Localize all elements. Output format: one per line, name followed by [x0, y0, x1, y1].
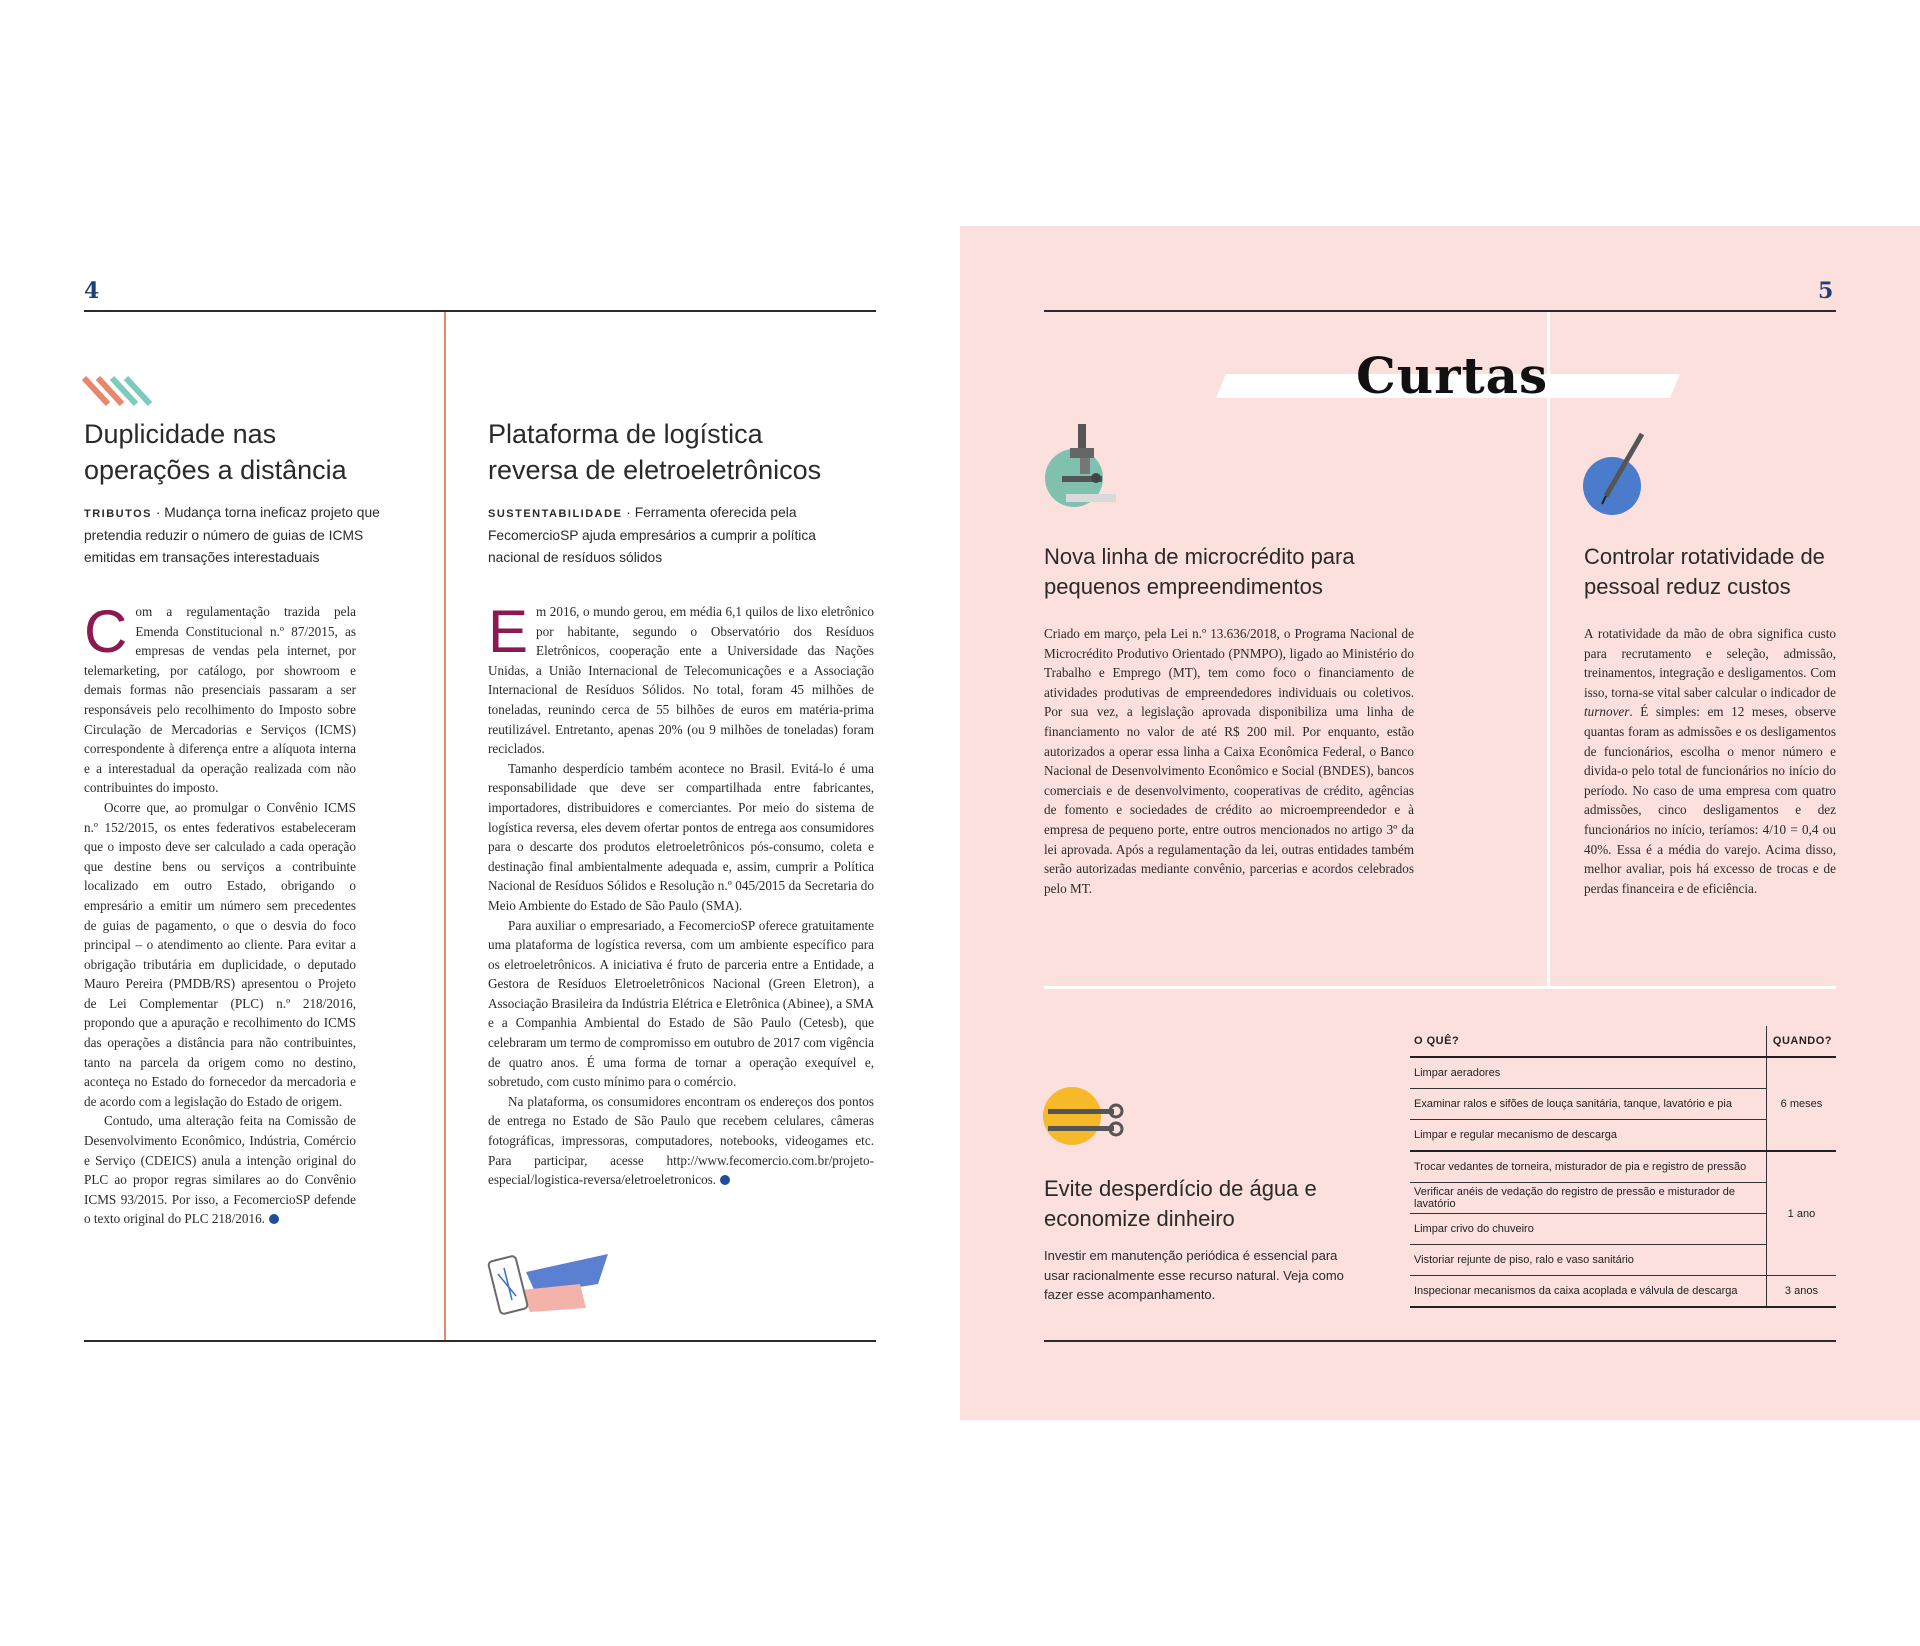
paragraph: Criado em março, pela Lei n.º 13.636/2018, o Programa Nacional de Microcrédito Produtivo Orientado (PNMPO), ligado ao Ministério do Trabalho e Emprego (MT), tem como foco o financiamento de atividades produtivas de empreendedores individuais ou coletivos. Por sua vez, a legislação aprovada disponibiliza uma linha de financiamento no valor de até R$ 200 mil. Por enquanto, estão autorizados a operar essa linha a Caixa Econômica Federal, o Banco Nacional de Desenvolvimento Econômico e Social (BNDES), bancos comerciais e de desenvolvimento, cooperativas de crédito, agências de fomento e sociedades de crédito ao microempreendedor e à empresa de pequeno porte, entre outros mencionados no artigo 3º da lei aprovada. Após a regulamentação da lei, outras entidades também serão autorizadas mediante convênio, parcerias e acordos celebrados pelo MT.: [1044, 626, 1414, 896]
table-header-when: QUANDO?: [1766, 1026, 1836, 1057]
white-divider-vertical: [1547, 312, 1550, 988]
article-plataforma: [488, 416, 868, 569]
drop-cap: C: [84, 598, 128, 665]
paragraph: [84, 1111, 356, 1229]
end-mark-icon: [269, 1214, 279, 1224]
page-number-right: 5: [1818, 278, 1834, 304]
news-item-agua: [1044, 1174, 1344, 1305]
table-cell-when: 3 anos: [1766, 1276, 1836, 1308]
table-cell: Limpar aeradores: [1410, 1057, 1766, 1089]
table-cell: Verificar anéis de vedação do registro de pressão e misturador de lavatório: [1410, 1183, 1766, 1214]
table-cell: Examinar ralos e sifões de louça sanitária, tanque, lavatório e pia: [1410, 1089, 1766, 1120]
news-item-microcredito: [1044, 542, 1424, 602]
table-cell: Inspecionar mecanismos da caixa acoplada e válvula de descarga: [1410, 1276, 1766, 1308]
table-header-what: O QUÊ?: [1410, 1026, 1766, 1057]
item-body: [1044, 624, 1414, 898]
turnover-term: turnover: [1584, 704, 1630, 720]
bottom-rule-right: [1044, 1340, 1836, 1342]
table-cell: Limpar crivo do chuveiro: [1410, 1214, 1766, 1245]
paragraph-text: A rotatividade da mão de obra significa custo para recrutamento e seleção, admissão, treinamentos, integração e desligamentos. Com isso, torna-se vital saber calcular o indicador de: [1584, 626, 1836, 700]
article-dek-text: Ferramenta oferecida pela FecomercioSP ajuda empresários a cumprir a política nacional de resíduos sólidos: [488, 505, 816, 565]
table-row: [1410, 1057, 1836, 1089]
article-headline: Duplicidade nas operações a distância: [84, 419, 347, 485]
section-title: Curtas: [1356, 346, 1549, 405]
table-cell: Trocar vedantes de torneira, misturador de pia e registro de pressão: [1410, 1151, 1766, 1183]
maintenance-table: [1410, 1026, 1836, 1308]
table-cell-when: 1 ano: [1766, 1151, 1836, 1276]
microscope-icon: [1040, 420, 1120, 510]
table-cell-when: 6 meses: [1766, 1057, 1836, 1151]
paragraph: Para auxiliar o empresariado, a FecomercioSP oferece gratuitamente uma plataforma de logística reversa, com um ambiente específico para os eletroeletrônicos. A iniciativa é fruto de parceria entre a Entidade, a Gestora de Resíduos Eletroeletrônicos Nacional (Green Eletron), a Associação Brasileira da Indústria Elétrica e Eletrônica (Abinee), a SMA e a Companhia Ambiental do Estado de São Paulo (Cetesb), que celebraram um termo de compromisso em outubro de 2017 com vigência de quatro anos. É uma forma de tornar a operação exequível e, sobretudo, com custo mínimo para o comércio.: [488, 917, 874, 1090]
article-dek-text: Mudança torna ineficaz projeto que pretendia reduzir o número de guias de ICMS emitidas em transações interestaduais: [84, 505, 380, 565]
item-body: [1584, 624, 1836, 898]
paragraph: [1584, 624, 1836, 898]
article-dek: TRIBUTOS · Mudança torna ineficaz projeto que pretendia reduzir o número de guias de ICMS emitidas em transações interestaduais: [84, 505, 380, 565]
table-row: [1410, 1276, 1836, 1308]
column-divider: [444, 312, 446, 1340]
article-kicker: TRIBUTOS: [84, 508, 153, 520]
drop-cap: E: [488, 598, 529, 665]
table-cell: Vistoriar rejunte de piso, ralo e vaso sanitário: [1410, 1245, 1766, 1276]
item-headline: Nova linha de microcrédito para pequenos empreendimentos: [1044, 544, 1355, 599]
article-dek: SUSTENTABILIDADE · Ferramenta oferecida pela FecomercioSP ajuda empresários a cumprir a política nacional de resíduos sólidos: [488, 505, 816, 565]
paragraph: Tamanho desperdício também acontece no Brasil. Evitá-lo é uma responsabilidade que deve ser compartilhada entre fabricantes, importadores, distribuidores e comerciantes. Por meio do sistema de logística reversa, eles devem ofertar pontos de entrega aos consumidores para o descarte dos produtos eletroeletrônicos pós-consumo, coleta e destinação final ambientalmente adequada e, assim, cumprir a Política Nacional de Resíduos Sólidos e Resolução n.º 045/2015 da Secretaria do Meio Ambiente do Estado de São Paulo (SMA).: [488, 760, 874, 913]
paragraph: om a regulamentação trazida pela Emenda Constitucional n.º 87/2015, as empresas de vendas pela internet, por telemarketing, por catálogo, por showroom e demais formas não presenciais passaram a ser responsáveis pelo recolhimento do Imposto sobre Circulação de Mercadorias e Serviços (ICMS) correspondente à diferença entre a alíquota interna e a interestadual da operação realizada com não contribuintes do imposto.: [84, 604, 356, 796]
paragraph-text: . É simples: em 12 meses, observe quantas foram as admissões e os desligamentos de funcionários, escolha o menor número e divida-o pelo total de funcionários no início do período. No caso de uma empresa com quatro admissões, cinco desligamentos e dez funcionários no início, teríamos: 4/10 = 0,4 ou 40%. Essa é a média do varejo. Acima disso, melhor avaliar, pois há excesso de trocas e de perdas financeira e de eficiência.: [1584, 704, 1836, 896]
page-number-left: 4: [84, 278, 100, 304]
end-mark-icon: [720, 1175, 730, 1185]
item-headline: Controlar rotatividade de pessoal reduz custos: [1584, 544, 1825, 599]
white-divider-horizontal: [1044, 986, 1836, 989]
top-rule-left: [84, 310, 876, 312]
paragraph-text: Na plataforma, os consumidores encontram os endereços dos pontos de entrega no Estado de São Paulo que recebem celulares, câmeras fotográficas, impressoras, computadores, notebooks, videogames etc. Para participar, acesse http://www.fecomercio.com.br/projeto-especial/logistica-reversa/eletroeletronicos.: [488, 1093, 874, 1188]
top-rule-right: [1044, 310, 1836, 312]
table-row: [1410, 1151, 1836, 1183]
news-item-rotatividade: [1584, 542, 1844, 602]
pen-icon: [1576, 430, 1656, 520]
table-cell: Limpar e regular mecanismo de descarga: [1410, 1120, 1766, 1152]
paragraph: m 2016, o mundo gerou, em média 6,1 quilos de lixo eletrônico por habitante, segundo o Observatório dos Resíduos Eletrônicos, cooperação ente a Universidade das Nações Unidas, a União Internacional de Telecomunicações e a Associação Internacional de Resíduos Sólidos. No total, foram 45 milhões de toneladas, reunindo cerca de 55 bilhões de euros em matéria-prima reutilizável. Entretanto, apenas 20% (ou 9 milhões de toneladas) foram reciclados.: [488, 604, 874, 757]
article-kicker: SUSTENTABILIDADE: [488, 508, 623, 520]
paragraph-text: Contudo, uma alteração feita na Comissão de Desenvolvimento Econômico, Indústria, Comércio e Serviço (CDEICS) anula a intenção original do PLC ao propor regras similares ao do Convênio ICMS 93/2015. Por isso, a FecomercioSP defende o texto original do PLC 218/2016.: [84, 1113, 356, 1227]
article-headline: Plataforma de logística reversa de eletroeletrônicos: [488, 419, 822, 485]
paragraph: Ocorre que, ao promulgar o Convênio ICMS n.º 152/2015, os entes federativos estabeleceram que o imposto deve ser calculado a cada operação que destine bens ou serviços a contribuinte localizado em outro Estado, obrigando o empresário a emitir um número sem precedentes de guias de pagamento, o que o desvia do foco principal – o atendimento ao cliente. Para evitar a obrigação tributária em duplicidade, o deputado Mauro Pereira (PMDB/RS) apresentou o Projeto de Lei Complementar (PLC) n.º 218/2016, propondo que a apuração e recolhimento do ICMS das operações a distância para não contribuintes, tanto na parcela da origem como no destino, aconteça no Estado do fornecedor da mercadoria e de acordo com a legislação do Estado de origem.: [84, 799, 356, 1109]
article-duplicidade: [84, 416, 384, 569]
smartphone-icon: [486, 1250, 616, 1320]
wrench-icon: [1040, 1082, 1130, 1152]
article-body: [488, 598, 874, 1190]
stripes-icon: [82, 374, 154, 408]
item-body: Investir em manutenção periódica é essencial para usar racionalmente esse recurso natural. Veja como fazer esse acompanhamento.: [1044, 1248, 1344, 1302]
bottom-rule-left: [84, 1340, 876, 1342]
article-body: [84, 598, 356, 1229]
paragraph: [488, 1092, 874, 1190]
item-headline: Evite desperdício de água e economize dinheiro: [1044, 1176, 1317, 1231]
